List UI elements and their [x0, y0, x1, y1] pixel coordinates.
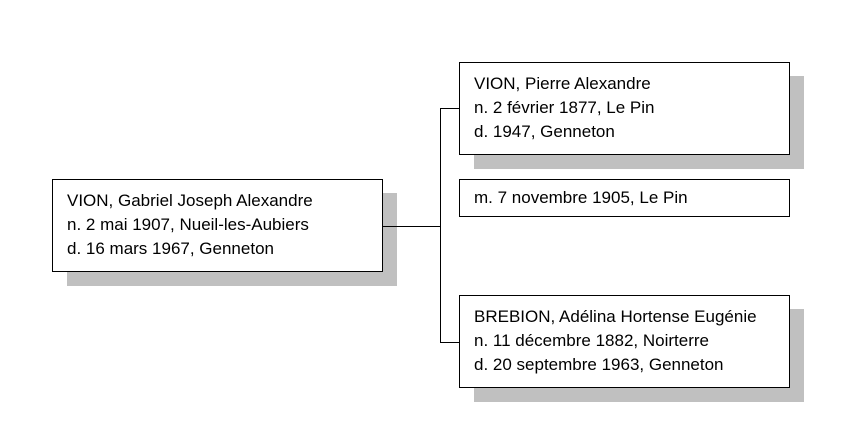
mother-death: d. 20 septembre 1963, Genneton [474, 355, 724, 374]
marriage-box[interactable] [459, 179, 790, 217]
father-birth: n. 2 février 1877, Le Pin [474, 98, 655, 117]
marriage-text: m. 7 novembre 1905, Le Pin [474, 188, 688, 207]
connector-subject-horizontal [382, 226, 441, 227]
mother-box[interactable] [459, 295, 790, 388]
connector-mother-horizontal [440, 342, 460, 343]
father-box[interactable] [459, 62, 790, 155]
father-name: VION, Pierre Alexandre [474, 74, 651, 93]
mother-birth: n. 11 décembre 1882, Noirterre [474, 331, 709, 350]
connector-father-horizontal [440, 108, 460, 109]
subject-box[interactable] [52, 179, 383, 272]
mother-name: BREBION, Adélina Hortense Eugénie [474, 307, 757, 326]
father-death: d. 1947, Genneton [474, 122, 615, 141]
subject-death: d. 16 mars 1967, Genneton [67, 239, 274, 258]
subject-name: VION, Gabriel Joseph Alexandre [67, 191, 313, 210]
connector-vertical [440, 108, 441, 343]
subject-birth: n. 2 mai 1907, Nueil-les-Aubiers [67, 215, 309, 234]
